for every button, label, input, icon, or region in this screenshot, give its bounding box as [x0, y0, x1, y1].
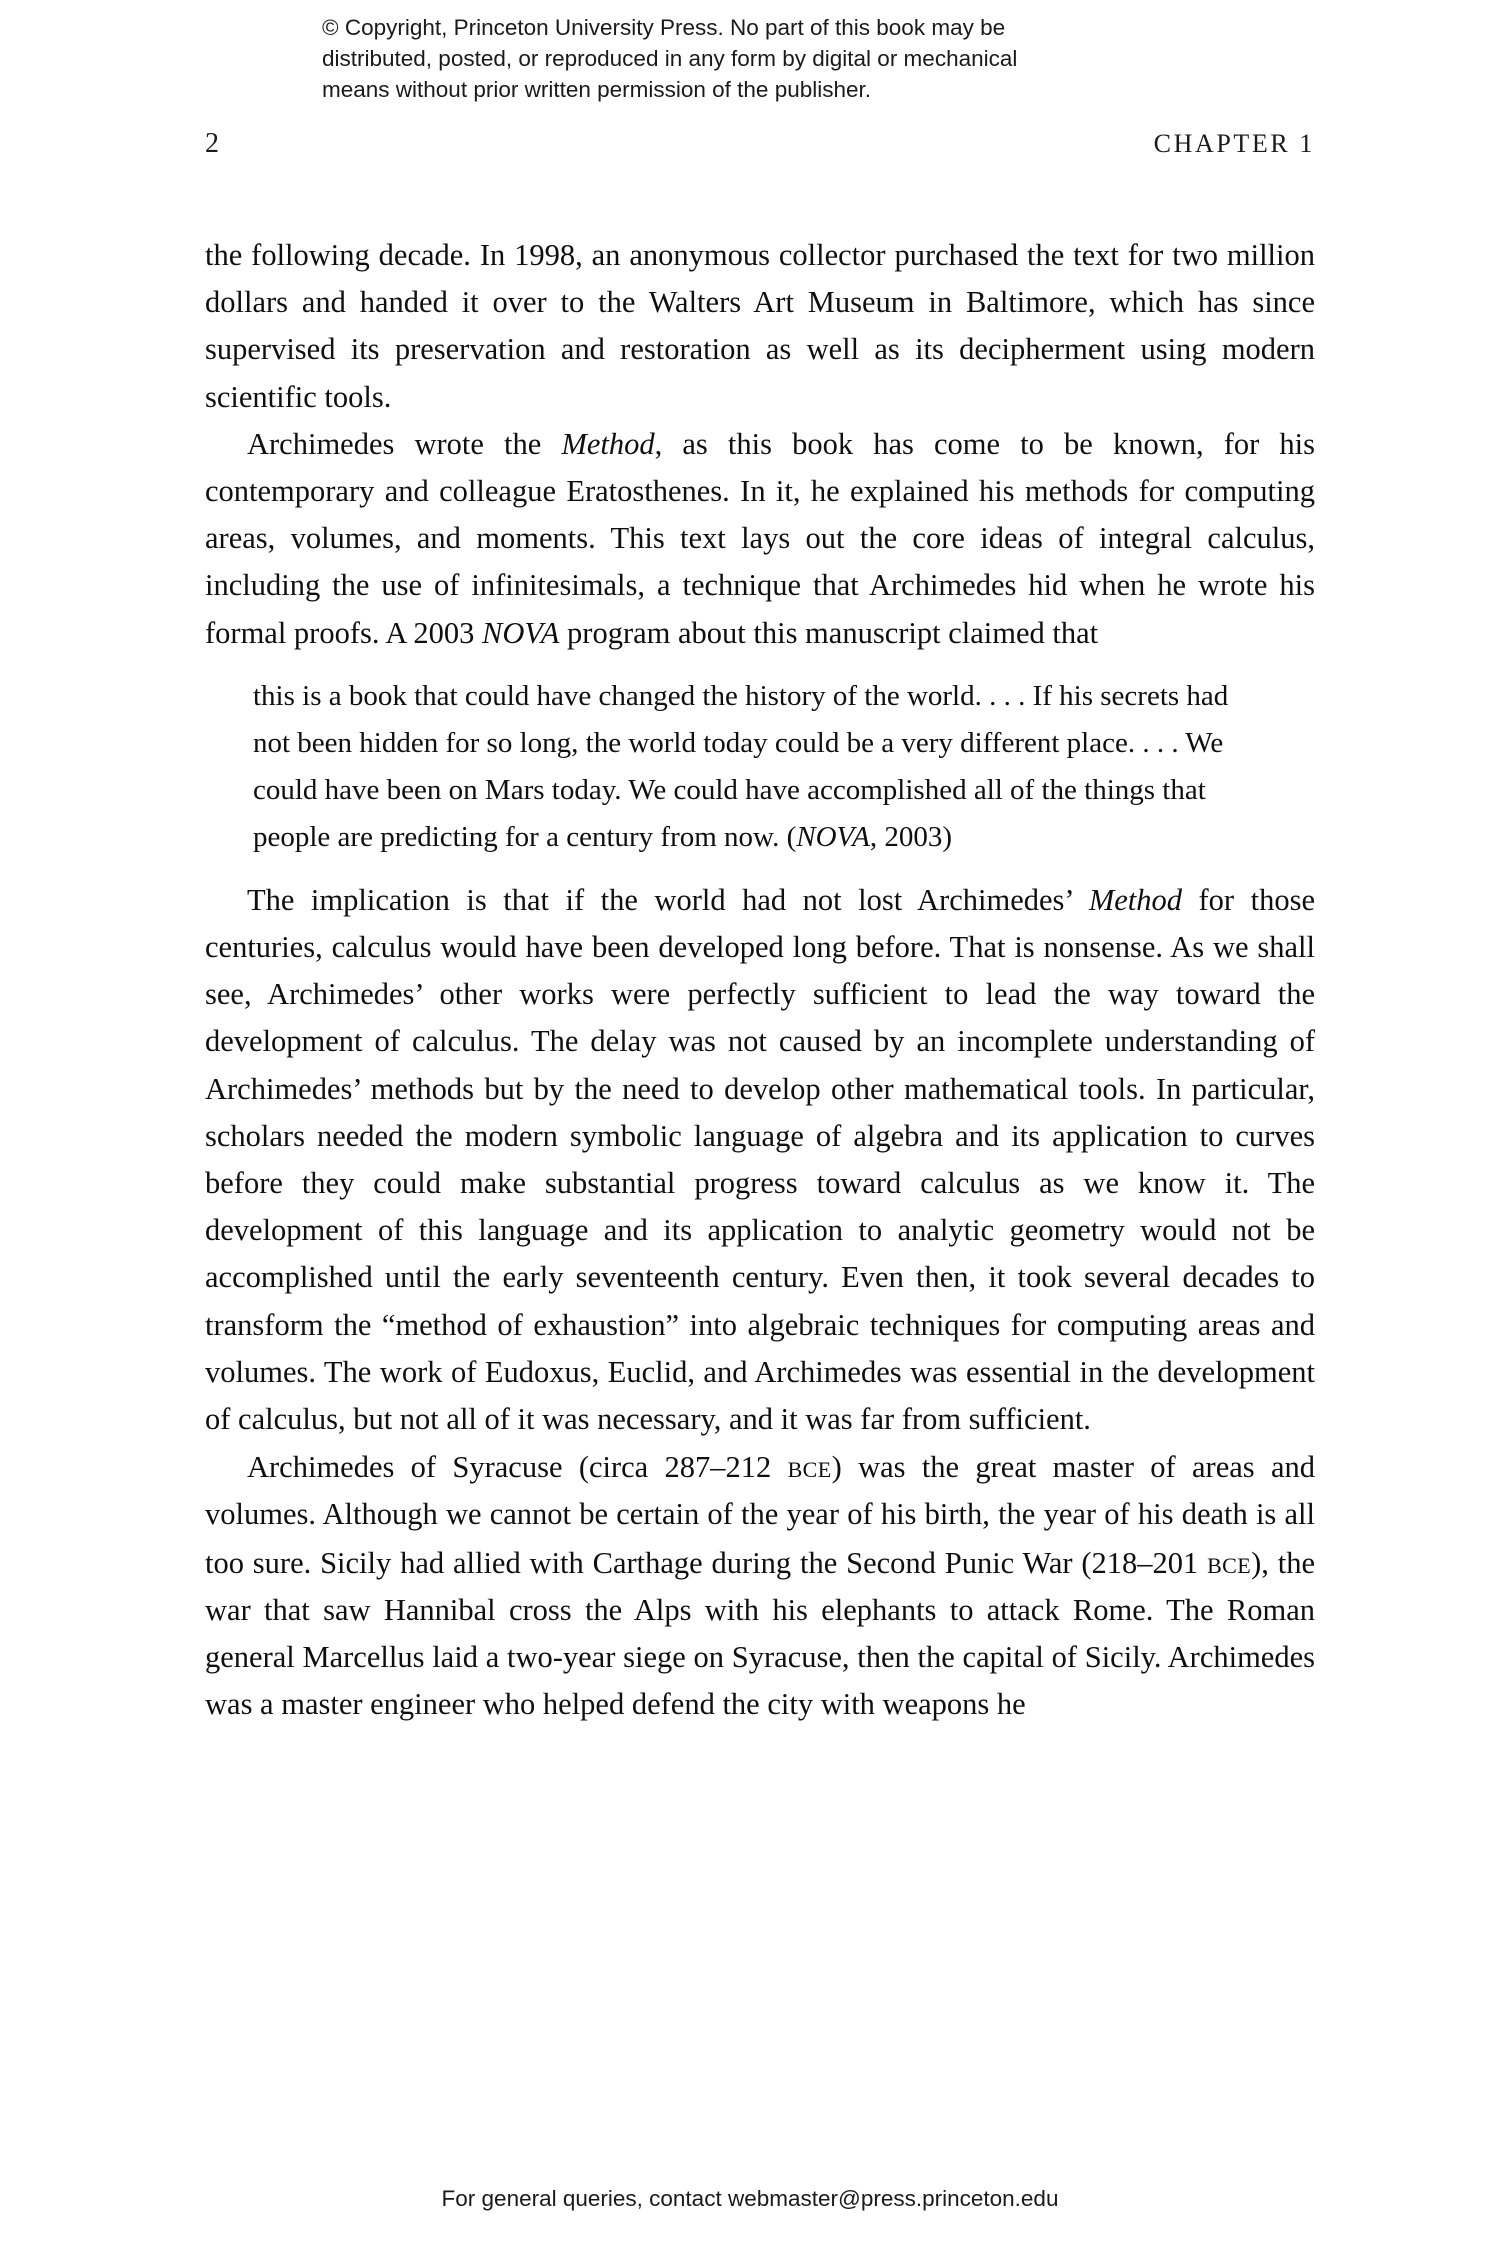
copyright-notice-line-1: © Copyright, Princeton University Press. No part of this book may be — [322, 15, 1006, 40]
paragraph-2-italic-method: Method — [561, 426, 655, 461]
paragraph-4-smallcaps-bce-1: bce — [787, 1449, 832, 1485]
paragraph-2-part-b: , as this book has come to be known, for his contemporary and colleague Eratosthenes. In it, he explained his methods for computing areas, volumes, and moments. This text lays out the core ideas of integral calculus, including the use of infinitesimals, a technique that Archimedes hid when he wrote his formal proofs. A 2003 — [205, 426, 1315, 650]
paragraph-2-italic-nova: NOVA — [482, 615, 560, 650]
copyright-notice-line-3: means without prior written permission of the publisher. — [322, 77, 872, 102]
paragraph-4-part-c: ), the war that saw Hannibal cross the Alps with his elephants to attack Rome. The Roman general Marcellus laid a two-year siege on Syracuse, then the capital of Sicily. Archimedes was a master engineer who helped defend the city with weapons he — [205, 1545, 1315, 1722]
page-footer-text: For general queries, contact webmaster@press.princeton.edu — [441, 2186, 1059, 2211]
paragraph-3-italic-method: Method — [1088, 882, 1182, 917]
copyright-notice — [322, 12, 1167, 105]
paragraph-4 — [205, 1443, 1315, 1728]
block-quotation-text — [253, 673, 1263, 861]
block-quotation-part-a: this is a book that could have changed the history of the world. . . . If his secrets had not been hidden for so long, the world today could be a very different place. . . . We could have been on Mars today. We could have accomplished all of the things that people are predicting for a century from now. ( — [253, 679, 1229, 853]
running-head — [205, 128, 1315, 160]
paragraph-1-text: the following decade. In 1998, an anonymous collector purchased the text for two million dollars and handed it over to the Walters Art Museum in Baltimore, which has since supervised its preservation and restoration as well as its decipherment using modern scientific tools. — [205, 238, 1315, 414]
paragraph-3-part-b: for those centuries, calculus would have been developed long before. That is nonsense. As we shall see, Archimedes’ other works were perfectly sufficient to lead the way toward the development of calculus. The delay was not caused by an incomplete understanding of Archimedes’ methods but by the need to develop other mathematical tools. In particular, scholars needed the modern symbolic language of algebra and its application to curves before they could make substantial progress toward calculus as we know it. The development of this language and its application to analytic geometry would not be accomplished until the early seventeenth century. Even then, it took several decades to transform the “method of exhaustion” into algebraic techniques for computing areas and volumes. The work of Eudoxus, Euclid, and Archimedes was essential in the development of calculus, but not all of it was necessary, and it was far from sufficient. — [205, 882, 1315, 1437]
paragraph-4-smallcaps-bce-2: bce — [1207, 1544, 1252, 1580]
chapter-label: CHAPTER 1 — [1153, 129, 1315, 158]
body-text-column — [205, 232, 1315, 1728]
paragraph-3-part-a: The implication is that if the world had not lost Archimedes’ — [247, 882, 1089, 917]
block-quotation-italic-nova: NOVA — [796, 820, 870, 853]
paragraph-3 — [205, 877, 1315, 1443]
page-number: 2 — [205, 128, 220, 159]
paragraph-2-part-c: program about this manuscript claimed that — [559, 615, 1099, 650]
paragraph-4-part-a: Archimedes of Syracuse (circa 287–212 — [247, 1450, 788, 1485]
copyright-notice-line-2: distributed, posted, or reproduced in any form by digital or mechanical — [322, 46, 1018, 71]
block-quotation — [205, 673, 1263, 861]
paragraph-2-part-a: Archimedes wrote the — [247, 426, 562, 461]
block-quotation-part-b: , 2003) — [869, 820, 952, 853]
paragraph-1 — [205, 232, 1315, 421]
page-footer — [0, 2186, 1500, 2212]
paragraph-4-part-b: ) was the great master of areas and volumes. Although we cannot be certain of the year of his birth, the year of his death is all too sure. Sicily had allied with Carthage during the Second Punic War (218–201 — [205, 1450, 1316, 1580]
paragraph-2 — [205, 421, 1315, 657]
